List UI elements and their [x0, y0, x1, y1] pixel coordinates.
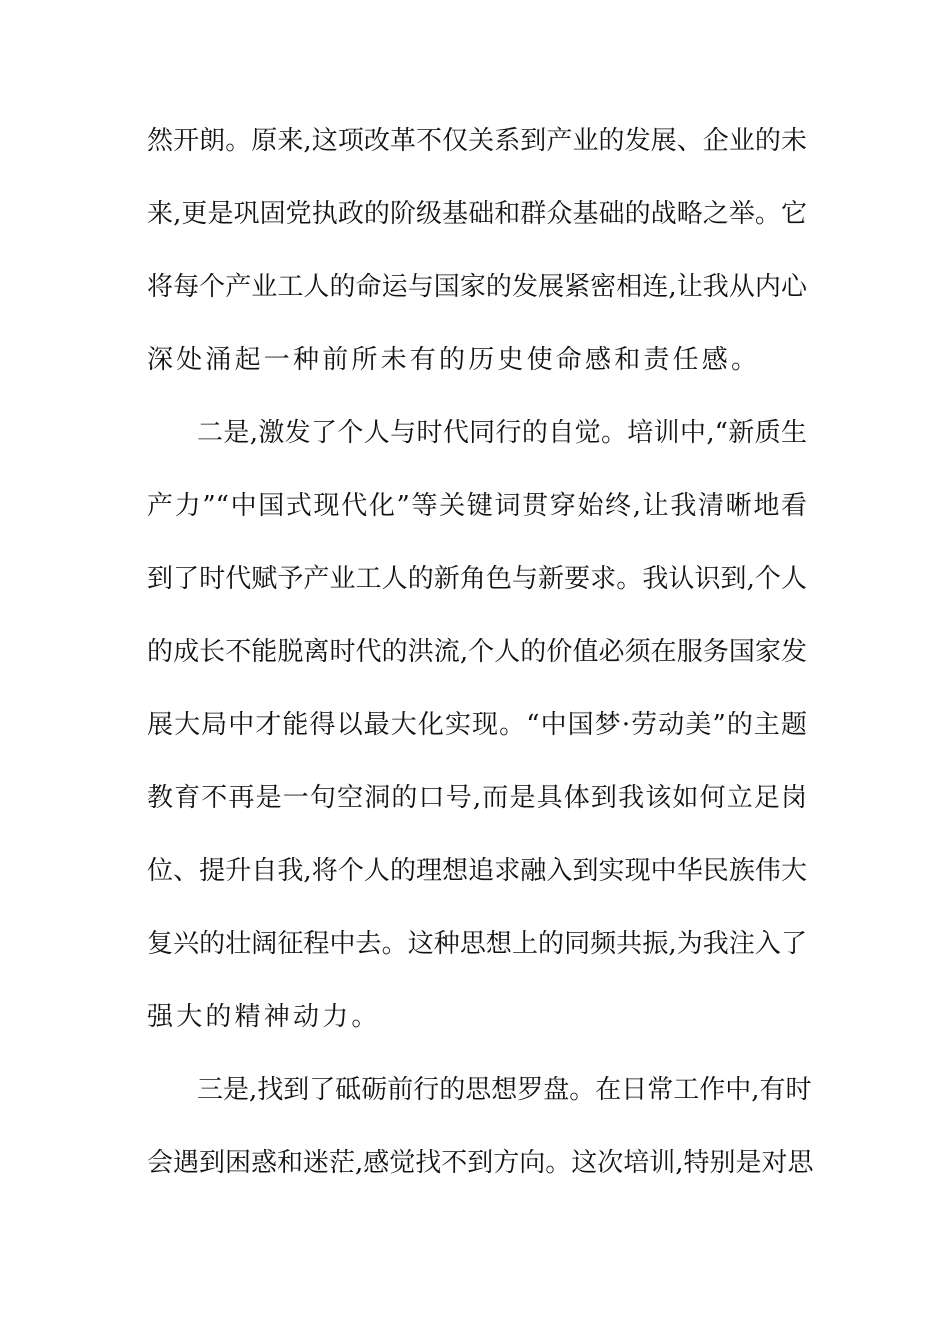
text-line: 复兴的壮阔征程中去。这种思想上的同频共振,为我注入了 [147, 929, 807, 959]
text-line: 强大的精神动力。 [147, 1002, 381, 1032]
text-line: 会遇到困惑和迷茫,感觉找不到方向。这次培训,特别是对思 [147, 1148, 814, 1178]
text-line: 位、提升自我,将个人的理想追求融入到实现中华民族伟大 [147, 856, 807, 886]
text-line: 展大局中才能得以最大化实现。“中国梦·劳动美”的主题 [147, 710, 807, 740]
text-line: 产力”“中国式现代化”等关键词贯穿始终,让我清晰地看 [147, 491, 807, 521]
text-line: 的成长不能脱离时代的洪流,个人的价值必须在服务国家发 [147, 637, 807, 667]
text-line: 将每个产业工人的命运与国家的发展紧密相连,让我从内心 [147, 272, 807, 302]
text-line: 深处涌起一种前所未有的历史使命感和责任感。 [147, 345, 761, 375]
text-line: 到了时代赋予产业工人的新角色与新要求。我认识到,个人 [147, 564, 807, 594]
paragraph-start-line: 三是,找到了砥砺前行的思想罗盘。在日常工作中,有时 [197, 1075, 812, 1105]
text-line: 教育不再是一句空洞的口号,而是具体到我该如何立足岗 [147, 783, 807, 813]
text-line: 来,更是巩固党执政的阶级基础和群众基础的战略之举。它 [147, 199, 807, 229]
text-line: 然开朗。原来,这项改革不仅关系到产业的发展、企业的未 [147, 126, 807, 156]
paragraph-start-line: 二是,激发了个人与时代同行的自觉。培训中,“新质生 [197, 418, 807, 448]
